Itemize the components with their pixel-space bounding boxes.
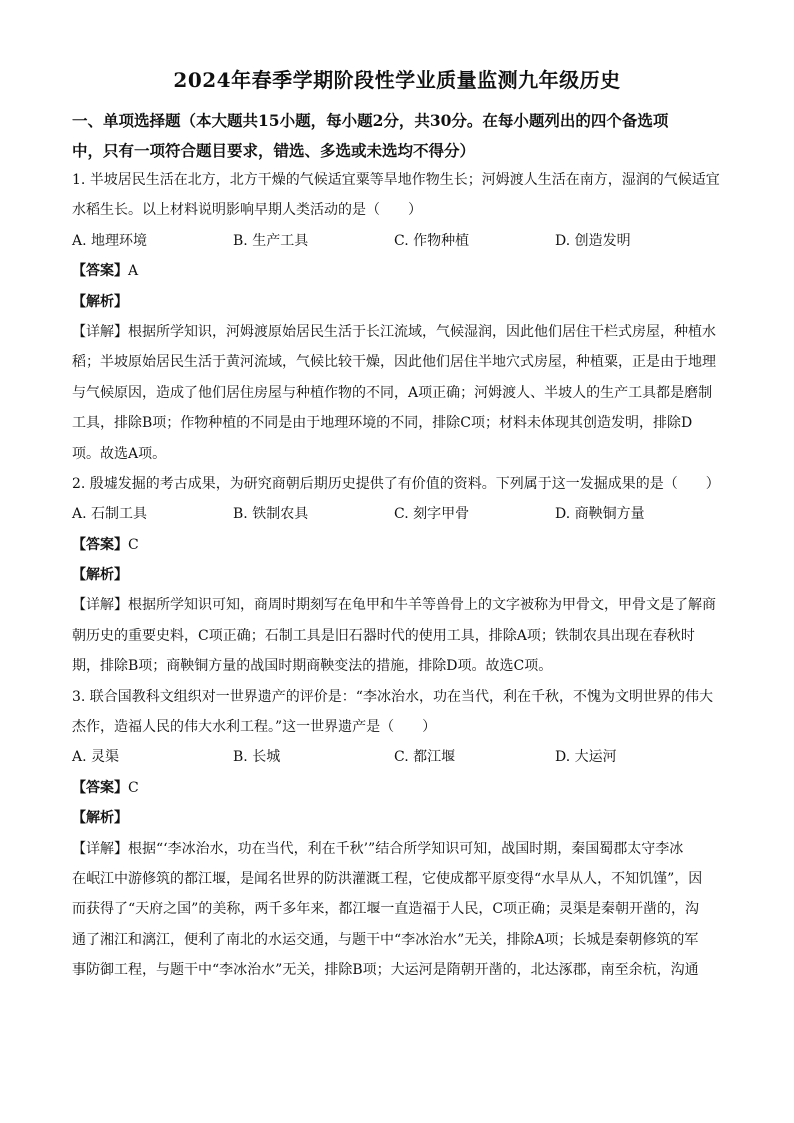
option-b: B. 长城 xyxy=(233,749,281,766)
page-title: 2024年春季学期阶段性学业质量监测九年级历史 xyxy=(173,68,621,92)
option-c: C. 刻字甲骨 xyxy=(394,506,470,523)
detail-line: 与气候原因，造成了他们居住房屋与种植作物的不同，A项正确；河姆渡人、半坡人的生产工具都是磨制 xyxy=(72,384,713,401)
option-row xyxy=(72,226,728,256)
question-stem-line: 水稻生长。以上材料说明影响早期人类活动的是（ ） xyxy=(72,202,422,219)
detail-line: 【详解】根据所学知识，河姆渡原始居民生活于长江流域，气候湿润，因此他们居住干栏式房屋，种植水 xyxy=(72,323,716,340)
analysis-line xyxy=(72,287,728,317)
analysis-line xyxy=(72,803,728,833)
answer-line xyxy=(72,256,728,286)
answer-line xyxy=(72,773,728,803)
detail-line: 工具，排除B项；作物种植的不同是由于地理环境的不同，排除C项；材料未体现其创造发明，排除D xyxy=(72,415,693,432)
detail-line: 稻；半坡原始居民生活于黄河流域，气候比较干燥，因此他们居住半地穴式房屋，种植粟，正是由于地理 xyxy=(72,354,716,371)
detail-line: 期，排除B项；商鞅铜方量的战国时期商鞅变法的措施，排除D项。故选C项。 xyxy=(72,658,553,675)
option-d: D. 创造发明 xyxy=(555,232,631,249)
detail-line: 事防御工程，与题干中“李冰治水”无关，排除B项；大运河是隋朝开凿的，北达涿郡，南至余杭，沟通 xyxy=(72,962,699,979)
answer-value: A xyxy=(128,263,139,280)
option-c: C. 作物种植 xyxy=(394,232,470,249)
question-stem-line: 3. 联合国教科文组织对一世界遗产的评价是：“李冰治水，功在当代，利在千秋，不愧为文明世界的伟大 xyxy=(72,688,713,705)
option-row xyxy=(72,742,728,772)
question-stem-line: 2. 殷墟发掘的考古成果，为研究商朝后期历史提供了有价值的资料。下列属于这一发掘成果的是（ ） xyxy=(72,475,720,492)
option-c: C. 都江堰 xyxy=(394,749,456,766)
question-3 xyxy=(72,682,728,986)
option-a: A. 地理环境 xyxy=(72,232,148,249)
question-list xyxy=(72,165,728,986)
answer-label: 【答案】 xyxy=(72,779,128,796)
detail-line: 朝历史的重要史料，C项正确；石制工具是旧石器时代的使用工具，排除A项；铁制农具出现在春秋时 xyxy=(72,627,695,644)
option-row xyxy=(72,499,728,529)
detail-line: 【详解】根据“‘李冰治水，功在当代，利在千秋’”结合所学知识可知，战国时期，秦国蜀郡太守李冰 xyxy=(72,840,684,857)
question-2 xyxy=(72,469,728,682)
option-b: B. 生产工具 xyxy=(233,232,309,249)
answer-label: 【答案】 xyxy=(72,536,128,553)
option-d: D. 大运河 xyxy=(555,749,617,766)
option-b: B. 铁制农具 xyxy=(233,506,309,523)
section-heading-line: 一、单项选择题（本大题共15小题，每小题2分，共30分。在每小题列出的四个备选项 xyxy=(72,111,669,130)
question-stem-line: 1. 半坡居民生活在北方，北方干燥的气候适宜粟等旱地作物生长；河姆渡人生活在南方，湿润的气候适宜 xyxy=(72,172,720,188)
detail-line: 在岷江中游修筑的都江堰，是闻名世界的防洪灌溉工程，它使成都平原变得“水旱从人，不知饥馑”，因 xyxy=(72,870,703,887)
question-1 xyxy=(72,165,728,469)
answer-value: C xyxy=(128,779,139,796)
detail-line: 项。故选A项。 xyxy=(72,445,167,462)
analysis-label: 【解析】 xyxy=(72,293,128,310)
analysis-label: 【解析】 xyxy=(72,567,128,584)
answer-value: C xyxy=(128,536,139,553)
section-heading xyxy=(72,106,732,167)
option-d: D. 商鞅铜方量 xyxy=(555,506,645,523)
detail-line: 通了湘江和漓江，便利了南北的水运交通，与题干中“李冰治水”无关，排除A项；长城是秦朝修筑的军 xyxy=(72,931,699,948)
detail-line: 【详解】根据所学知识可知，商周时期刻写在龟甲和牛羊等兽骨上的文字被称为甲骨文，甲骨文是了解商 xyxy=(72,597,716,614)
answer-label: 【答案】 xyxy=(72,263,128,280)
question-stem-line: 杰作，造福人民的伟大水利工程。”这一世界遗产是（ ） xyxy=(72,719,437,736)
option-a: A. 灵渠 xyxy=(72,749,120,766)
option-a: A. 石制工具 xyxy=(72,506,148,523)
answer-line xyxy=(72,530,728,560)
section-heading-line: 中，只有一项符合题目要求，错选、多选或未选均不得分） xyxy=(72,141,476,161)
analysis-line xyxy=(72,560,728,590)
analysis-label: 【解析】 xyxy=(72,810,128,827)
detail-line: 而获得了“天府之国”的美称，两千多年来，都江堰一直造福于人民，C项正确；灵渠是秦朝开凿的，沟 xyxy=(72,901,700,918)
